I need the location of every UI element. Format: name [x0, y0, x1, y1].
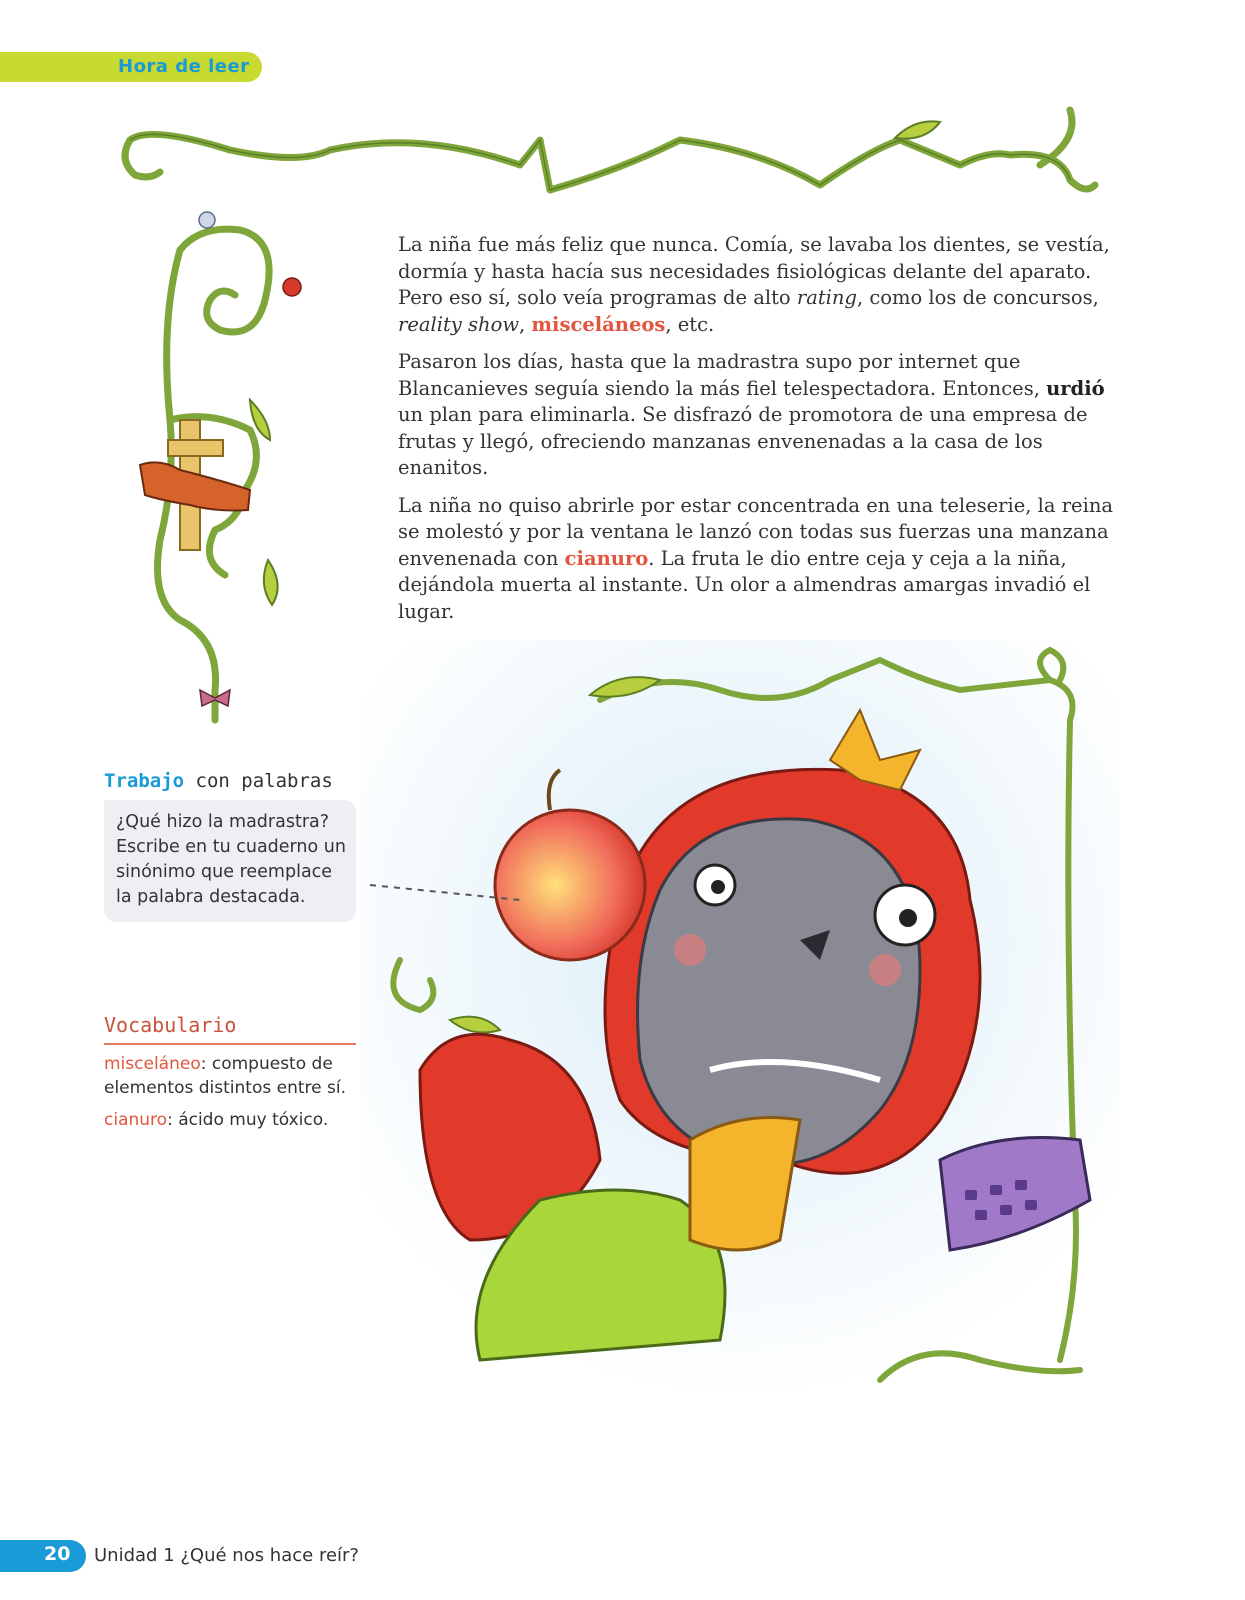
page-number: 20	[44, 1543, 71, 1565]
unit-title: Unidad 1 ¿Qué nos hace reír?	[94, 1545, 359, 1566]
section-label: Hora de leer	[118, 56, 250, 77]
page-number-tab	[0, 1540, 86, 1572]
vocab-entry: cianuro: ácido muy tóxico.	[104, 1110, 329, 1130]
vocabulario-title: Vocabulario	[104, 1013, 356, 1045]
vocab-entry: misceláneo: compuesto de elementos distintos entre sí.	[104, 1054, 346, 1098]
trabajo-box	[104, 800, 356, 922]
story-text	[398, 232, 1118, 636]
trabajo-question: ¿Qué hizo la madrastra? Escribe en tu cuaderno un sinónimo que reemplace la palabra destacada.	[116, 812, 346, 907]
snow-white-illustration	[360, 640, 1120, 1400]
story-paragraph: La niña fue más feliz que nunca. Comía, se lavaba los dientes, se vestía, dormía y hasta hacía sus necesidades fisiológicas delante del aparato. Pero eso sí, solo veía programas de alto rating, como los de concursos, reality show, misceláneos, etc.	[398, 233, 1110, 336]
vocabulario-list	[104, 1052, 364, 1140]
story-paragraph: La niña no quiso abrirle por estar concentrada en una teleserie, la reina se molestó y por la ventana le lanzó con todas sus fuerzas una manzana envenenada con cianuro. La fruta le dio entre ceja y ceja a la niña, dejándola muerta al instante. Un olor a almendras amargas invadió el lugar.	[398, 493, 1114, 623]
trabajo-title: Trabajo con palabras	[104, 770, 333, 792]
story-paragraph: Pasaron los días, hasta que la madrastra supo por internet que Blancanieves seguía siendo la más fiel telespectadora. Entonces, urdió un plan para eliminarla. Se disfrazó de promotora de una empresa de frutas y llegó, ofreciendo manzanas envenenadas a la casa de los enanitos.	[398, 350, 1105, 479]
